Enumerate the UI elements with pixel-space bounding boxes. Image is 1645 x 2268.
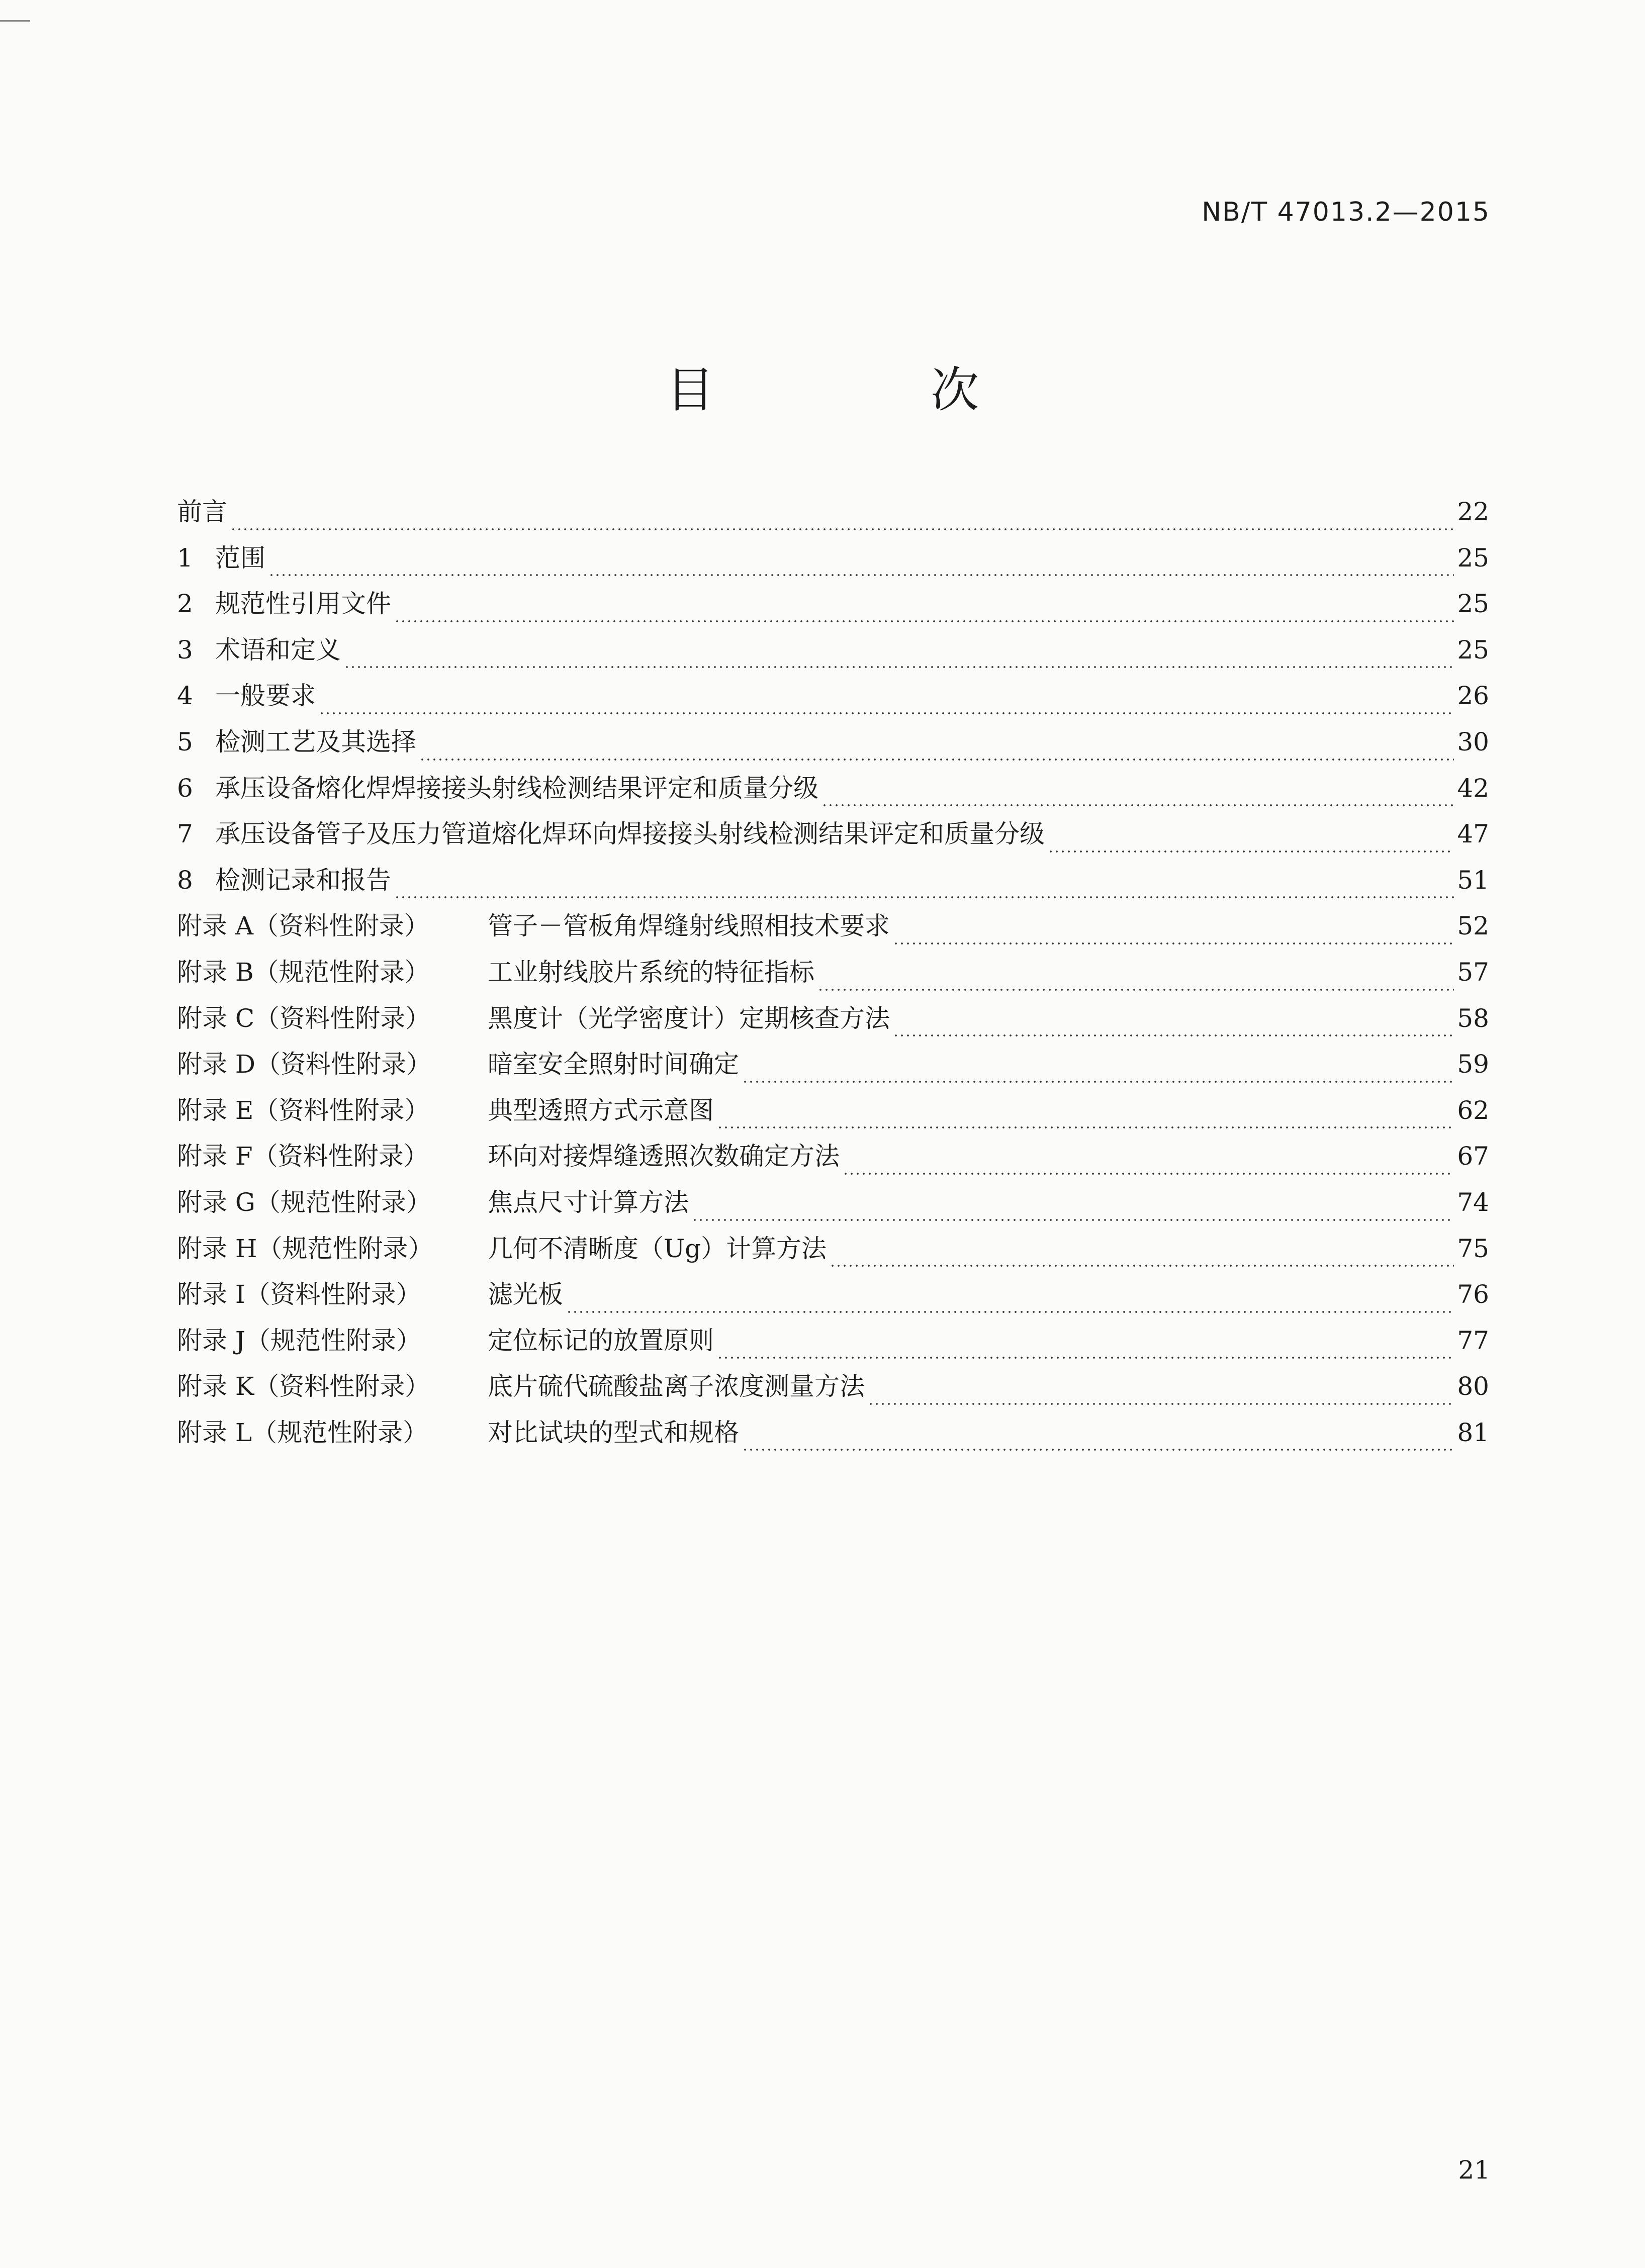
toc-entry-title: 对比试块的型式和规格 xyxy=(488,1418,739,1447)
toc-page-number: 25 xyxy=(1457,589,1489,619)
toc-page-number: 81 xyxy=(1457,1418,1489,1447)
toc-page-number: 25 xyxy=(1457,635,1489,665)
toc-entry[interactable] xyxy=(177,1090,1489,1137)
dot-leader xyxy=(868,1402,1454,1405)
toc-entry-label xyxy=(177,722,416,758)
toc-page-number: 74 xyxy=(1457,1187,1489,1217)
toc-entry[interactable] xyxy=(177,492,1489,538)
toc-entry[interactable] xyxy=(177,1412,1489,1459)
toc-entry-title: 黑度计（光学密度计）定期核查方法 xyxy=(488,1003,890,1033)
toc-page-number: 59 xyxy=(1457,1050,1489,1079)
dot-leader xyxy=(1048,850,1454,853)
toc-entry[interactable] xyxy=(177,1320,1489,1367)
toc-page-number: 62 xyxy=(1457,1095,1489,1125)
toc-page-number: 67 xyxy=(1457,1142,1489,1171)
toc-entry-title: 暗室安全照射时间确定 xyxy=(488,1050,739,1079)
toc-appendix-label: 附录 G（规范性附录） xyxy=(177,1187,431,1217)
toc-entry-title: 典型透照方式示意图 xyxy=(488,1095,714,1125)
dot-leader xyxy=(692,1218,1454,1221)
toc-entry-title: 滤光板 xyxy=(488,1280,563,1309)
dot-leader xyxy=(742,1080,1454,1083)
toc-entry-label xyxy=(177,860,391,896)
toc-entry-label xyxy=(177,768,818,804)
toc-section-number: 6 xyxy=(177,773,193,803)
toc-entry[interactable] xyxy=(177,906,1489,952)
toc-entry-title: 环向对接焊缝透照次数确定方法 xyxy=(488,1142,840,1171)
toc-entry-label xyxy=(177,1412,739,1449)
toc-appendix-label: 附录 A（资料性附录） xyxy=(177,911,430,941)
toc-entry-title: 工业射线胶片系统的特征指标 xyxy=(488,957,814,987)
toc-entry-label xyxy=(177,1090,714,1126)
dot-leader xyxy=(319,712,1454,715)
dot-leader xyxy=(717,1356,1454,1359)
toc-entry-label xyxy=(177,1366,865,1402)
toc-entry[interactable] xyxy=(177,538,1489,584)
toc-page-number: 75 xyxy=(1457,1234,1489,1263)
toc-entry-title: 术语和定义 xyxy=(215,635,341,665)
toc-entry-title: 定位标记的放置原则 xyxy=(488,1326,714,1355)
toc-entry[interactable] xyxy=(177,998,1489,1045)
toc-entry-title: 一般要求 xyxy=(215,681,316,711)
toc-entry[interactable] xyxy=(177,1182,1489,1228)
page-title: 目 次 xyxy=(666,362,1080,418)
dot-leader xyxy=(742,1448,1454,1451)
toc-entry-label xyxy=(177,538,265,574)
toc-appendix-label: 附录 I（资料性附录） xyxy=(177,1280,421,1309)
standard-code: NB/T 47013.2—2015 xyxy=(1202,197,1490,227)
toc-entry[interactable] xyxy=(177,952,1489,998)
toc-page-number: 42 xyxy=(1457,773,1489,803)
dot-leader xyxy=(843,1172,1454,1175)
dot-leader xyxy=(893,942,1454,945)
toc-entry-label xyxy=(177,492,227,528)
toc-entry-title: 底片硫代硫酸盐离子浓度测量方法 xyxy=(488,1372,865,1401)
toc-entry[interactable] xyxy=(177,768,1489,814)
toc-appendix-label: 附录 F（资料性附录） xyxy=(177,1142,429,1171)
toc-section-number: 1 xyxy=(177,543,193,573)
toc-entry-label xyxy=(177,630,341,666)
toc-page-number: 58 xyxy=(1457,1003,1489,1033)
dot-leader xyxy=(344,666,1454,669)
toc-entry-title: 范围 xyxy=(215,543,265,573)
toc-entry-title: 前言 xyxy=(177,497,227,526)
toc-entry[interactable] xyxy=(177,1366,1489,1412)
toc-entry-title: 几何不清晰度（Ug）计算方法 xyxy=(488,1234,827,1263)
toc-entry-title: 检测记录和报告 xyxy=(215,865,391,895)
toc-entry[interactable] xyxy=(177,1228,1489,1275)
toc-entry[interactable] xyxy=(177,1274,1489,1320)
toc-entry[interactable] xyxy=(177,814,1489,860)
toc-appendix-label: 附录 E（资料性附录） xyxy=(177,1095,430,1125)
toc-entry-label xyxy=(177,952,814,988)
dot-leader xyxy=(817,988,1454,991)
toc-appendix-label: 附录 H（规范性附录） xyxy=(177,1234,433,1263)
dot-leader xyxy=(566,1310,1454,1313)
toc-page-number: 57 xyxy=(1457,957,1489,987)
toc-entry[interactable] xyxy=(177,860,1489,906)
toc-section-number: 4 xyxy=(177,681,193,711)
toc-page-number: 52 xyxy=(1457,911,1489,941)
dot-leader xyxy=(230,528,1454,531)
toc-appendix-label: 附录 K（资料性附录） xyxy=(177,1372,430,1401)
toc-page-number: 30 xyxy=(1457,727,1489,757)
toc-entry-label xyxy=(177,1136,840,1172)
toc-entry[interactable] xyxy=(177,1136,1489,1182)
toc-entry-label xyxy=(177,676,316,712)
table-of-contents xyxy=(177,492,1489,1458)
toc-entry-label xyxy=(177,1182,689,1218)
toc-section-number: 2 xyxy=(177,589,193,619)
toc-entry-label xyxy=(177,1274,563,1310)
toc-entry[interactable] xyxy=(177,584,1489,630)
toc-entry[interactable] xyxy=(177,722,1489,768)
dot-leader xyxy=(830,1264,1454,1267)
toc-page-number: 51 xyxy=(1457,865,1489,895)
toc-appendix-label: 附录 L（规范性附录） xyxy=(177,1418,428,1447)
toc-page-number: 26 xyxy=(1457,681,1489,711)
toc-section-number: 7 xyxy=(177,819,193,849)
toc-page-number: 80 xyxy=(1457,1372,1489,1401)
dot-leader xyxy=(717,1126,1454,1129)
toc-entry-label xyxy=(177,1320,714,1357)
toc-page-number: 77 xyxy=(1457,1326,1489,1355)
dot-leader xyxy=(268,574,1454,577)
toc-section-number: 3 xyxy=(177,635,193,665)
toc-page-number: 76 xyxy=(1457,1280,1489,1309)
toc-entry-label xyxy=(177,998,890,1034)
toc-entry-title: 承压设备熔化焊焊接接头射线检测结果评定和质量分级 xyxy=(215,773,818,803)
dot-leader xyxy=(821,804,1454,807)
toc-entry[interactable] xyxy=(177,1044,1489,1090)
toc-entry-title: 检测工艺及其选择 xyxy=(215,727,416,757)
toc-appendix-label: 附录 B（规范性附录） xyxy=(177,957,430,987)
toc-entry-title: 焦点尺寸计算方法 xyxy=(488,1187,689,1217)
toc-entry-label xyxy=(177,1228,827,1265)
toc-section-number: 8 xyxy=(177,865,193,895)
toc-page-number: 47 xyxy=(1457,819,1489,849)
page-number: 21 xyxy=(1458,2155,1490,2185)
dot-leader xyxy=(394,620,1454,623)
toc-appendix-label: 附录 C（资料性附录） xyxy=(177,1003,431,1033)
toc-appendix-label: 附录 D（资料性附录） xyxy=(177,1050,431,1079)
toc-entry-label xyxy=(177,814,1045,850)
dot-leader xyxy=(893,1034,1454,1037)
toc-entry-label xyxy=(177,906,890,942)
dot-leader xyxy=(394,896,1454,899)
dot-leader xyxy=(419,758,1454,761)
toc-appendix-label: 附录 J（规范性附录） xyxy=(177,1326,421,1355)
toc-entry[interactable] xyxy=(177,676,1489,722)
toc-entry-label xyxy=(177,584,391,620)
toc-page-number: 22 xyxy=(1457,497,1489,526)
toc-entry-title: 规范性引用文件 xyxy=(215,589,391,619)
toc-section-number: 5 xyxy=(177,727,193,757)
toc-entry[interactable] xyxy=(177,630,1489,676)
toc-entry-title: 承压设备管子及压力管道熔化焊环向焊接接头射线检测结果评定和质量分级 xyxy=(215,819,1045,849)
toc-entry-title: 管子－管板角焊缝射线照相技术要求 xyxy=(488,911,890,941)
toc-page-number: 25 xyxy=(1457,543,1489,573)
scan-edge-mark xyxy=(0,20,30,22)
toc-entry-label xyxy=(177,1044,739,1080)
